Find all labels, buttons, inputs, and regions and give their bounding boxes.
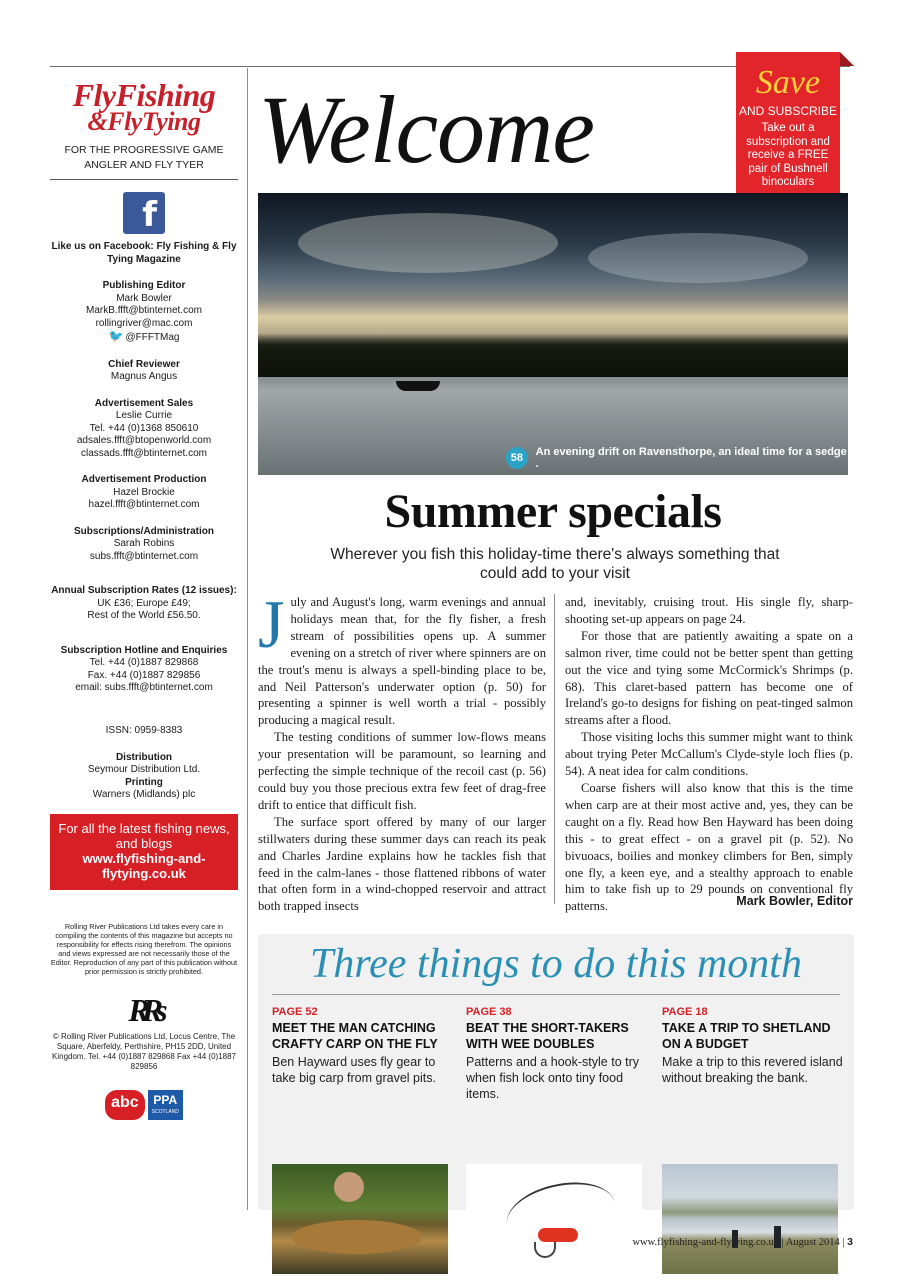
- feature-item[interactable]: [662, 1006, 848, 1086]
- disclaimer: Rolling River Publications Ltd takes every care in compiling the contents of this magazine but accepts no responsibility for effects rising therefrom. The opinions and views expressed are not necessarily those of the Editor. Reproduction of any part of this publication without prior permission is strictly prohibited.: [50, 921, 238, 976]
- footer-issue: August 2014: [785, 1237, 840, 1248]
- contact-email[interactable]: hazel.ffft@btinternet.com: [88, 499, 200, 511]
- facebook-icon[interactable]: f: [123, 192, 165, 234]
- save-subtitle: AND SUBSCRIBE: [738, 104, 838, 118]
- feature-description: Ben Hayward uses fly gear to take big carp from gravel pits.: [272, 1055, 436, 1085]
- sidebar-divider: [247, 68, 248, 1210]
- three-things-panel: [258, 934, 854, 1210]
- reviewer-name: Magnus Angus: [110, 371, 178, 383]
- article-paragraph: [258, 586, 546, 729]
- audit-badges: [50, 1090, 238, 1120]
- editor-email-alt[interactable]: rollingriver@mac.com: [95, 317, 193, 329]
- issn: ISSN: 0959-8383: [105, 724, 183, 736]
- feature-title: BEAT THE SHORT-TAKERS WITH WEE DOUBLES: [466, 1021, 629, 1051]
- article-headline: Summer specials: [384, 485, 722, 538]
- caption-text: An evening drift on Ravensthorpe, an ideal time for a sedge .: [535, 446, 847, 470]
- feature-page-ref[interactable]: PAGE 18: [662, 1006, 708, 1018]
- publishing-editor-block: [50, 280, 238, 345]
- abc-badge: abc: [105, 1090, 145, 1120]
- block-heading: Publishing Editor: [102, 280, 186, 292]
- treeline-shape: [258, 333, 848, 377]
- feature-description: Patterns and a hook-style to try when fish lock onto tiny food items.: [466, 1055, 640, 1101]
- article-paragraph: The testing conditions of summer low-flows means your presentation will be paramount, so learning and perfecting the simple technique of the recoil cast (p. 56) could buy you those precious extra few feet of drag-free drift to entice that difficult fish.: [258, 730, 546, 812]
- feature-page-ref[interactable]: PAGE 52: [272, 1006, 318, 1018]
- article-paragraph: For those that are patiently awaiting a spate on a salmon river, time could not be better spent than getting out the vice and tying some McCormick's Shrimps (p. 68). This claret-based pattern has become one of Ireland's go-to designs for fishing on peat-tinged salmon streams after a flood.: [565, 628, 853, 728]
- distribution-block: [50, 752, 238, 802]
- panel-title: Three things to do this month: [310, 941, 802, 987]
- contact-email[interactable]: adsales.ffft@btopenworld.com: [76, 435, 212, 447]
- shetland-photo: [662, 1164, 838, 1274]
- page-footer: www.flyfishing-and-flytying.co.uk | August 2014 | 3: [632, 1236, 853, 1248]
- twitter-handle-text: @FFFTMag: [125, 332, 180, 344]
- fly-body-shape: [538, 1228, 578, 1242]
- article-paragraph: The surface sport offered by many of our larger stillwaters during these summer days can reach its peak and Charles Jardine explains how he tackles fish that feed in the calm-lanes - those flattened ribbons of water that often form in a wind-chopped reservoir and attract both trapped insects: [258, 814, 546, 914]
- paragraph-text: uly and August's long, warm evenings and annual holidays mean that, for the fly fisher, a fresh stream of possibilities opens up. A summer evening on a stretch of river where spinners are on the trout's menu is always a spell-binding place to be, and Neil Patterson's underwater option (p. 50) for presenting a spinner is well worth a trial - possibly producing a magical result.: [258, 595, 546, 728]
- copyright-notice: © Rolling River Publications Ltd, Locus Centre, The Square, Aberfeldy, Perthshire, PH15 2DD, United Kingdom. Tel. +44 (0)1887 829868 Fax +44 (0)1887 829856: [52, 1031, 236, 1071]
- article-column-left: [258, 586, 546, 915]
- hotline-email[interactable]: email: subs.ffft@btinternet.com: [75, 682, 213, 694]
- cloud-shape: [298, 213, 558, 273]
- website-link[interactable]: www.flyfishing-and-flytying.co.uk: [82, 850, 206, 881]
- magazine-tagline: FOR THE PROGRESSIVE GAME ANGLER AND FLY TYER: [50, 143, 238, 180]
- carp-shape: [292, 1220, 422, 1254]
- logo-line-2: &FlyTying: [87, 107, 201, 137]
- editor-email[interactable]: MarkB.ffft@btinternet.com: [86, 305, 202, 317]
- contact-name: Leslie Currie: [115, 410, 173, 422]
- contact-tel: Tel. +44 (0)1368 850610: [89, 422, 199, 434]
- hotline-fax: Fax. +44 (0)1887 829856: [87, 669, 201, 681]
- block-heading: Annual Subscription Rates (12 issues):: [51, 585, 237, 597]
- feature-title: MEET THE MAN CATCHING CRAFTY CARP ON THE FLY: [272, 1021, 438, 1051]
- editor-signoff: Mark Bowler, Editor: [736, 894, 853, 908]
- contact-name: Sarah Robins: [113, 538, 175, 550]
- boat-shape: [396, 381, 440, 391]
- twitter-handle[interactable]: [50, 330, 238, 345]
- facebook-text: Like us on Facebook: Fly Fishing & Fly Tying Magazine: [51, 241, 237, 266]
- ppa-badge: [148, 1090, 183, 1120]
- printer-name: Warners (Midlands) plc: [92, 789, 196, 801]
- welcome-title: Welcome: [258, 76, 594, 183]
- distributor-name: Seymour Distribution Ltd.: [87, 764, 201, 776]
- feature-description: Make a trip to this revered island without breaking the bank.: [662, 1055, 843, 1085]
- drop-cap: J: [258, 586, 285, 662]
- article-standfirst: Wherever you fish this holiday-time there's always something that could add to your visit: [330, 546, 780, 582]
- block-heading: Subscriptions/Administration: [73, 525, 214, 537]
- feature-page-ref[interactable]: PAGE 38: [466, 1006, 512, 1018]
- angler-head-shape: [334, 1172, 364, 1202]
- top-rule: [50, 66, 850, 67]
- subscriptions-block: [50, 526, 238, 564]
- feature-item[interactable]: [466, 1006, 652, 1102]
- save-box-fold: [840, 52, 854, 66]
- fly-pattern-photo: [466, 1164, 642, 1274]
- ad-production-block: [50, 474, 238, 512]
- ppa-badge-label: PPA: [153, 1092, 178, 1107]
- cloud-shape: [588, 233, 808, 283]
- rates-line: UK £36; Europe £49;: [97, 597, 191, 609]
- subscription-rates-block: [50, 585, 238, 623]
- editor-name: Mark Bowler: [116, 292, 172, 304]
- panel-rule: [272, 994, 840, 995]
- hero-photo: [258, 193, 848, 475]
- block-heading: Chief Reviewer: [108, 358, 180, 370]
- article-paragraph: and, inevitably, cruising trout. His single fly, sharp-shooting set-up appears on page 24.: [565, 595, 853, 626]
- column-divider: [554, 594, 555, 904]
- rates-line: Rest of the World £56.50.: [87, 610, 201, 622]
- hotline-tel: Tel. +44 (0)1887 829868: [89, 657, 199, 669]
- article-paragraph: Those visiting lochs this summer might want to think about trying Peter McCallum's Clyde-style loch flies (p. 54). A neat idea for calm conditions.: [565, 730, 853, 779]
- block-heading: Printing: [125, 776, 163, 788]
- article-column-right: [565, 594, 853, 915]
- hero-caption: [506, 447, 848, 469]
- website-promo-box[interactable]: [50, 814, 238, 890]
- ad-sales-block: [50, 398, 238, 461]
- feature-item[interactable]: [272, 1006, 458, 1086]
- footer-url[interactable]: www.flyfishing-and-flytying.co.uk: [632, 1237, 780, 1248]
- magazine-logo: [50, 77, 238, 137]
- block-heading: Distribution: [115, 751, 173, 763]
- masthead-sidebar: [50, 68, 238, 1120]
- hotline-block: [50, 645, 238, 695]
- contact-name: Hazel Brockie: [113, 486, 175, 498]
- block-heading: Subscription Hotline and Enquiries: [60, 644, 228, 656]
- article-paragraph: Coarse fishers will also know that this is the time when carp are at their most active and, yes, they can be caught on a fly. Read how Ben Hayward has been doing this - to great effect - on a gravel pit (p. 52). No bivuoacs, boilies and monkey climbers for Ben, simply one fly, a keen eye, and a stealthy approach to enable him to take fish up to 29 pounds on conventional fly patterns.: [565, 780, 853, 914]
- save-description: Take out a subscription and receive a FREE pair of Bushnell binoculars: [746, 122, 830, 188]
- save-word: Save: [755, 64, 821, 101]
- publisher-logo: RRs: [128, 991, 160, 1028]
- block-heading: Advertisement Sales: [94, 397, 194, 409]
- ppa-badge-sub: SCOTLAND: [151, 1108, 179, 1115]
- feather-shape: [501, 1173, 621, 1255]
- block-heading: Advertisement Production: [81, 474, 207, 486]
- contact-email-alt[interactable]: classads.ffft@btinternet.com: [81, 447, 207, 459]
- logo-line-1: FlyFishing: [72, 77, 216, 113]
- footer-page-number: 3: [847, 1236, 853, 1248]
- promo-text: For all the latest fishing news, and blogs: [58, 820, 230, 851]
- twitter-icon: 🐦: [108, 329, 124, 344]
- feature-title: TAKE A TRIP TO SHETLAND ON A BUDGET: [662, 1021, 831, 1051]
- chief-reviewer-block: [50, 359, 238, 384]
- page-number-badge[interactable]: 58: [506, 447, 528, 469]
- carp-angler-photo: [272, 1164, 448, 1274]
- contact-email[interactable]: subs.ffft@btinternet.com: [89, 550, 199, 562]
- hook-shape: [534, 1242, 556, 1258]
